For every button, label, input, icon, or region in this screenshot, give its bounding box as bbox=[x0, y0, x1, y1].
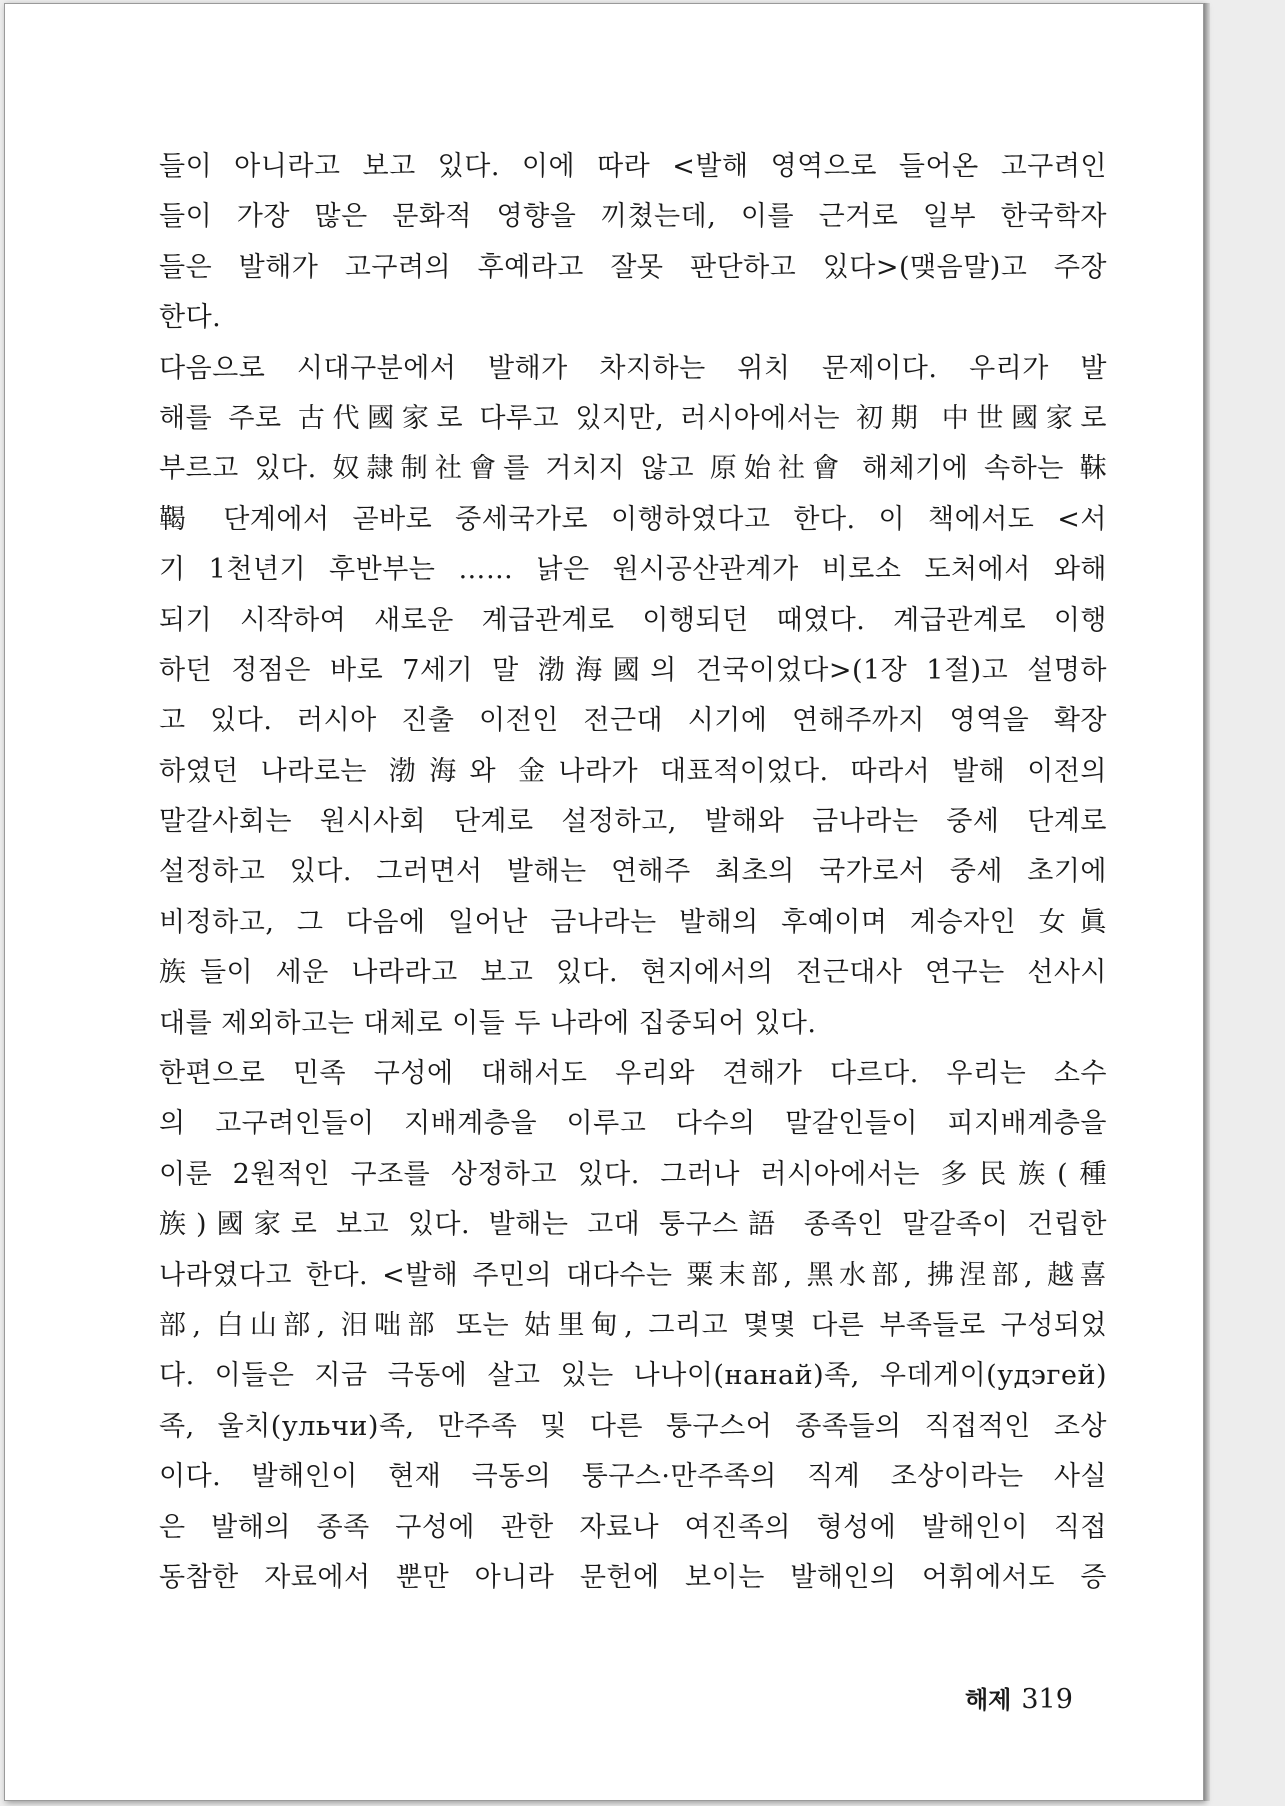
text-line: 하던 정점은 바로 7세기 말 渤海國의 건국이었다>(1장 1절)고 설명하 bbox=[159, 654, 1107, 686]
text-line: 되기 시작하여 새로운 계급관계로 이행되던 때였다. 계급관계로 이행 bbox=[159, 604, 1107, 636]
text-line: 말갈사회는 원시사회 단계로 설정하고, 발해와 금나라는 중세 단계로 bbox=[159, 806, 1107, 838]
text-line: 한편으로 민족 구성에 대해서도 우리와 견해가 다르다. 우리는 소수 bbox=[159, 1058, 1107, 1090]
text-line: 비정하고, 그 다음에 일어난 금나라는 발해의 후예이며 계승자인 女眞 bbox=[159, 906, 1107, 938]
text-line: 族들이 세운 나라라고 보고 있다. 현지에서의 전근대사 연구는 선사시 bbox=[159, 957, 1107, 989]
footer-section-title: 해제 bbox=[965, 1686, 1012, 1714]
text-line: 고 있다. 러시아 진출 이전인 전근대 시기에 연해주까지 영역을 확장 bbox=[159, 705, 1107, 737]
text-line: 의 고구려인들이 지배계층을 이루고 다수의 말갈인들이 피지배계층을 bbox=[159, 1108, 1107, 1140]
text-line: 이다. 발해인이 현재 극동의 퉁구스·만주족의 직계 조상이라는 사실 bbox=[159, 1461, 1107, 1493]
page-footer bbox=[965, 1680, 1073, 1715]
text-line: 들은 발해가 고구려의 후예라고 잘못 판단하고 있다>(맺음말)고 주장 bbox=[159, 251, 1107, 283]
text-line: 하였던 나라로는 渤海와 金나라가 대표적이었다. 따라서 발해 이전의 bbox=[159, 755, 1107, 787]
text-line: 부르고 있다. 奴隷制社會를 거치지 않고 原始社會 해체기에 속하는 靺 bbox=[159, 453, 1107, 485]
text-line: 族)國家로 보고 있다. 발해는 고대 퉁구스語 종족인 말갈족이 건립한 bbox=[159, 1209, 1107, 1241]
text-line: 들이 아니라고 보고 있다. 이에 따라 <발해 영역으로 들어온 고구려인 bbox=[159, 151, 1107, 182]
text-line: 이룬 2원적인 구조를 상정하고 있다. 그러나 러시아에서는 多民族(種 bbox=[159, 1158, 1107, 1190]
text-line: 다음으로 시대구분에서 발해가 차지하는 위치 문제이다. 우리가 발 bbox=[159, 352, 1107, 384]
text-line: 은 발해의 종족 구성에 관한 자료나 여진족의 형성에 발해인이 직접 bbox=[159, 1511, 1107, 1543]
page-number: 319 bbox=[1021, 1684, 1073, 1715]
text-line: 설정하고 있다. 그러면서 발해는 연해주 최초의 국가로서 중세 초기에 bbox=[159, 856, 1107, 888]
text-line: 들이 가장 많은 문화적 영향을 끼쳤는데, 이를 근거로 일부 한국학자 bbox=[159, 201, 1107, 233]
body-text bbox=[159, 142, 1107, 1603]
text-line: 대를 제외하고는 대체로 이들 두 나라에 집중되어 있다. bbox=[159, 1007, 817, 1039]
text-line: 部, 白山部, 汨咄部 또는 姑里甸, 그리고 몇몇 다른 부족들로 구성되었 bbox=[159, 1309, 1107, 1341]
text-line: 한다. bbox=[159, 302, 222, 334]
text-line: 나라였다고 한다. <발해 주민의 대다수는 粟末部, 黑水部, 拂涅部, 越喜 bbox=[159, 1259, 1107, 1291]
text-line: 기 1천년기 후반부는 …… 낡은 원시공산관계가 비로소 도처에서 와해 bbox=[159, 554, 1107, 586]
text-line: 鞨 단계에서 곧바로 중세국가로 이행하였다고 한다. 이 책에서도 <서 bbox=[159, 503, 1107, 535]
text-line: 다. 이들은 지금 극동에 살고 있는 나나이(нанай)족, 우데게이(удэгей) bbox=[159, 1360, 1107, 1392]
text-line: 해를 주로 古代國家로 다루고 있지만, 러시아에서는 初期 中世國家로 bbox=[159, 402, 1107, 434]
text-line: 족, 울치(ульчи)족, 만주족 및 다른 퉁구스어 종족들의 직접적인 조상 bbox=[159, 1410, 1107, 1442]
page-edge-shadow bbox=[1204, 3, 1210, 1801]
document-page bbox=[4, 3, 1204, 1801]
text-line: 동참한 자료에서 뿐만 아니라 문헌에 보이는 발해인의 어휘에서도 증 bbox=[159, 1561, 1107, 1593]
